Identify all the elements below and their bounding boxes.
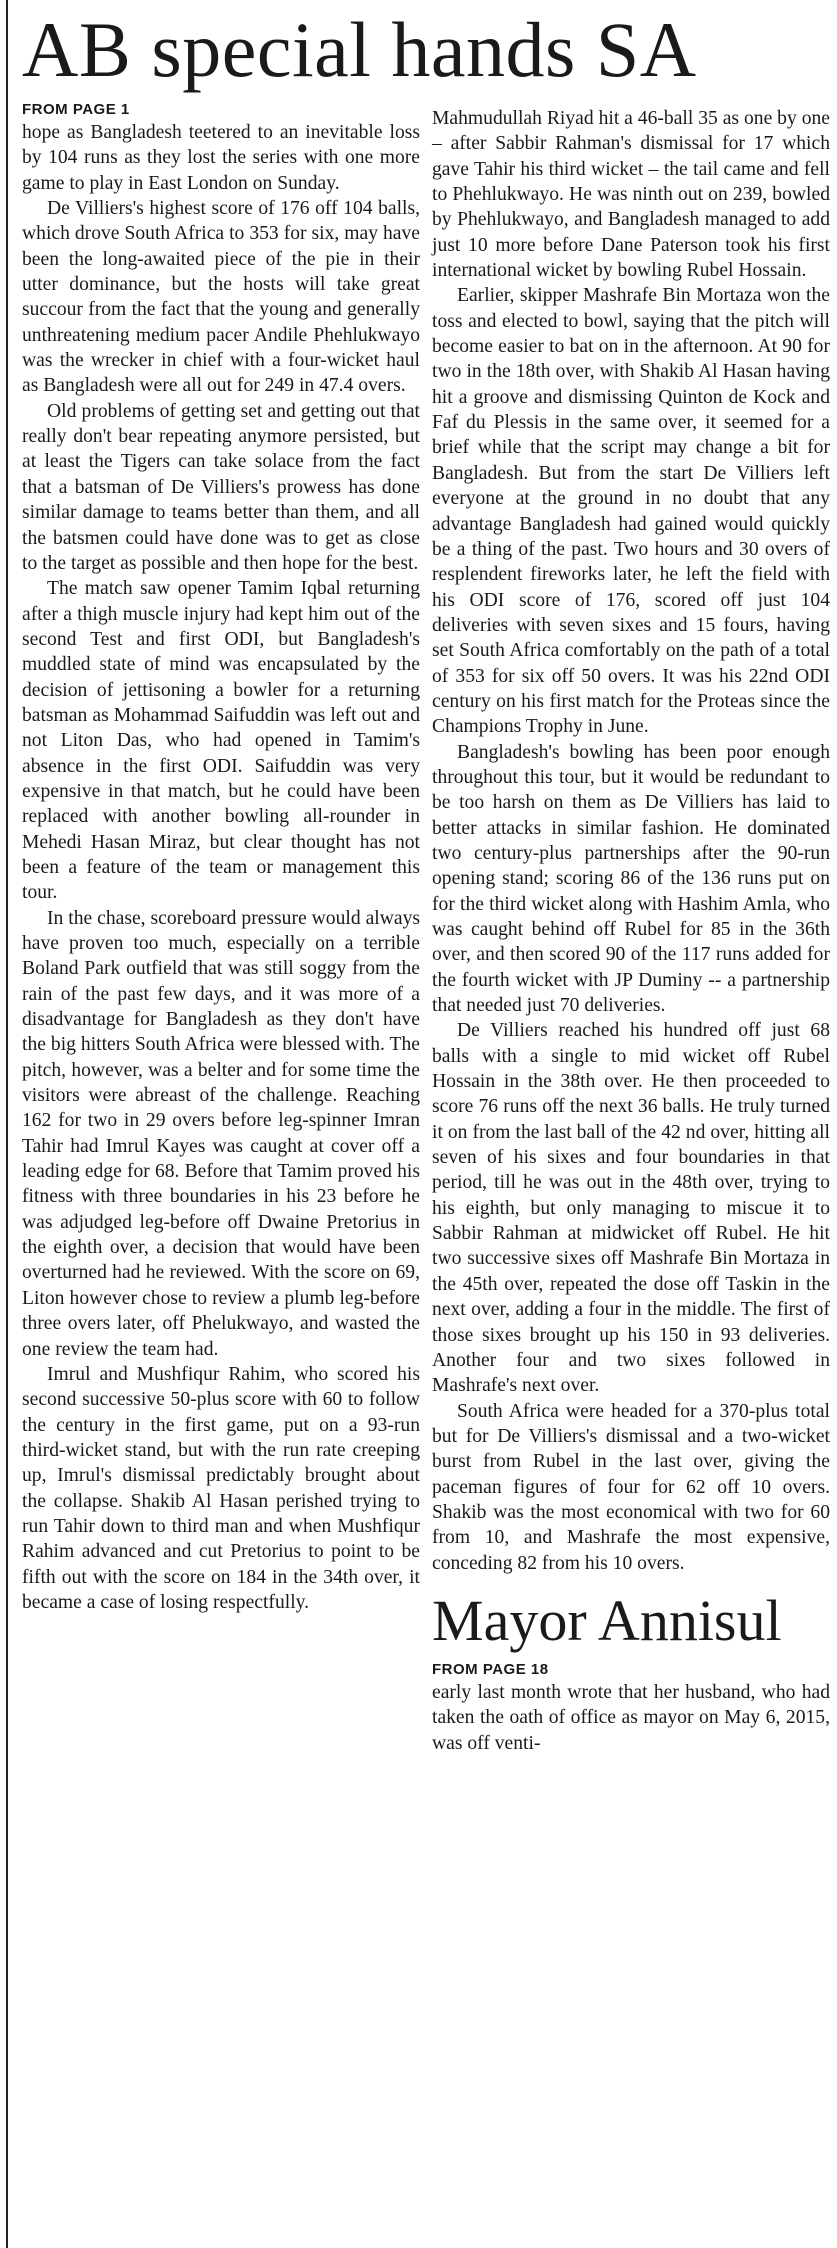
article-paragraph: The match saw opener Tamim Iqbal returning after a thigh muscle injury had kept him out of the second Test and first ODI, but Bangladesh's muddled state of mind was encapsulated by the decision of jettisoning a bowler for a returning batsman as Mohammad Saifuddin was left out and not Liton Das, who had opened in Tamim's absence in the first ODI. Saifuddin was very expensive in that match, but he could have been replaced with another bowling all-rounder in Mehedi Hasan Miraz, but clear thought has not been a feature of the team or management this tour. <box>22 578 420 904</box>
secondary-headline: Mayor Annisul <box>432 1587 782 1653</box>
article-paragraph: Old problems of getting set and getting out that really don't bear repeating anymore persisted, but at least the Tigers can take solace from the fact that a batsman of De Villiers's prowess has done similar damage to teams better than them, and all the batsmen could have done was to get as close to the target as possible and then hope for the best. <box>22 400 420 574</box>
article-paragraph: In the chase, scoreboard pressure would always have proven too much, especially on a terrible Boland Park outfield that was still soggy from the rain of the past few days, and it was more of a disadvantage for Bangladesh as they don't have the big hitters South Africa were blessed with. The pitch, however, was a belter and for some time the visitors were abreast of the challenge. Reaching 162 for two in 29 overs before leg-spinner Imran Tahir had Imrul Kayes was caught at cover off a leading edge for 68. Before that Tamim proved his fitness with three boundaries in his 23 before he was adjudged leg-before off Dwaine Pretorius in the eighth over, a decision that would have been overturned had he reviewed. With the score on 69, Liton however chose to review a plumb leg-before three overs later, off Phelukwayo, and wasted the one review the team had. <box>22 907 420 1360</box>
headline: AB special hands SA <box>22 6 697 93</box>
kicker: FROM PAGE 1 <box>22 101 130 118</box>
article-paragraph: Imrul and Mushfiqur Rahim, who scored his second successive 50-plus score with 60 to follow the century in the first game, put on a 93-run third-wicket stand, but with the run rate creeping up, Imrul's dismissal predictably brought about the collapse. Shakib Al Hasan perished trying to run Tahir down to third man and when Mushfiqur Rahim advanced and cut Pretorius to point to be fifth out with the score on 184 in the 34th over, it became a case of losing respectfully. <box>22 1363 420 1613</box>
article-paragraph: De Villiers reached his hundred off just 68 balls with a single to mid wicket off Rubel Hossain in the 38th over. He then proceeded to score 76 runs off the next 36 balls. He truly turned it on from the last ball of the 42 nd over, hitting all seven of his sixes and four boundaries in that period, till he was out in the 48th over, trying to his eighth, but only managing to miscue it to Sabbir Rahman at midwicket off Rubel. He hit two successive sixes off Mashrafe Bin Mortaza in the 45th over, repeated the dose off Taskin in the next over, adding a four in the middle. The first of those sixes brought up his 150 in 93 deliveries. Another four and two sixes followed in Mashrafe's next over. <box>432 1020 830 1397</box>
article-paragraph: Bangladesh's bowling has been poor enough throughout this tour, but it would be redundant to be too harsh on them as De Villiers has laid to better attacks in similar fashion. He dominated two century-plus partnerships after the 90-run opening stand; scoring 86 of the 136 runs put on for the third wicket along with Hashim Amla, who was caught behind off Rubel for 85 in the 36th over, and then scored 90 of the 117 runs added for the fourth wicket with JP Duminy -- a partnership that needed just 70 deliveries. <box>432 741 830 1017</box>
article-column-right <box>432 106 830 1756</box>
article-paragraph: Mahmudullah Riyad hit a 46-ball 35 as one by one – after Sabbir Rahman's dismissal for 17 which gave Tahir his third wicket – the tail came and fell to Phehlukwayo. He was ninth out on 239, bowled by Phehlukwayo, and Bangladesh managed to add just 10 more before Dane Paterson took his first international wicket by bowling Rubel Hossain. <box>432 108 830 282</box>
article-column-left <box>22 100 420 1615</box>
article-paragraph: Earlier, skipper Mashrafe Bin Mortaza won the toss and elected to bowl, saying that the pitch will become easier to bat on in the afternoon. At 90 for two in the 18th over, with Shakib Al Hasan having hit a groove and dismissing Quinton de Kock and Faf du Plessis in the same over, it seemed for a brief while that the script may change a bit for Bangladesh. But from the start De Villiers left everyone at the ground in no doubt that any advantage Bangladesh had gained would quickly be a thing of the past. Two hours and 30 overs of resplendent fireworks later, he left the field with his ODI score of 176, scored off just 104 deliveries with seven sixes and 15 fours, having set South Africa comfortably on the path of a total of 353 for six off 50 overs. It was his 22nd ODI century on his first match for the Proteas since the Champions Trophy in June. <box>432 285 830 738</box>
secondary-kicker: FROM PAGE 18 <box>432 1660 549 1678</box>
secondary-paragraph: early last month wrote that her husband, who had taken the oath of office as mayor on May 6, 2015, was off venti- <box>432 1681 830 1754</box>
article-paragraph: De Villiers's highest score of 176 off 104 balls, which drove South Africa to 353 for six, may have been the long-awaited piece of the pie in their utter dominance, but the hosts will take great succour from the fact that the young and generally unthreatening medium pacer Andile Phehlukwayo was the wrecker in chief with a four-wicket haul as Bangladesh were all out for 249 in 47.4 overs. <box>22 198 420 397</box>
article-paragraph: hope as Bangladesh teetered to an inevitable loss by 104 runs as they lost the series with one more game to play in East London on Sunday. <box>22 122 420 194</box>
column-rule <box>6 0 8 2248</box>
article-paragraph: South Africa were headed for a 370-plus total but for De Villiers's dismissal and a two-wicket burst from Rubel in the last over, giving the paceman figures of four for 62 off 10 overs. Shakib was the most economical with two for 60 from 10, and Mashrafe the most expensive, conceding 82 from his 10 overs. <box>432 1400 830 1574</box>
